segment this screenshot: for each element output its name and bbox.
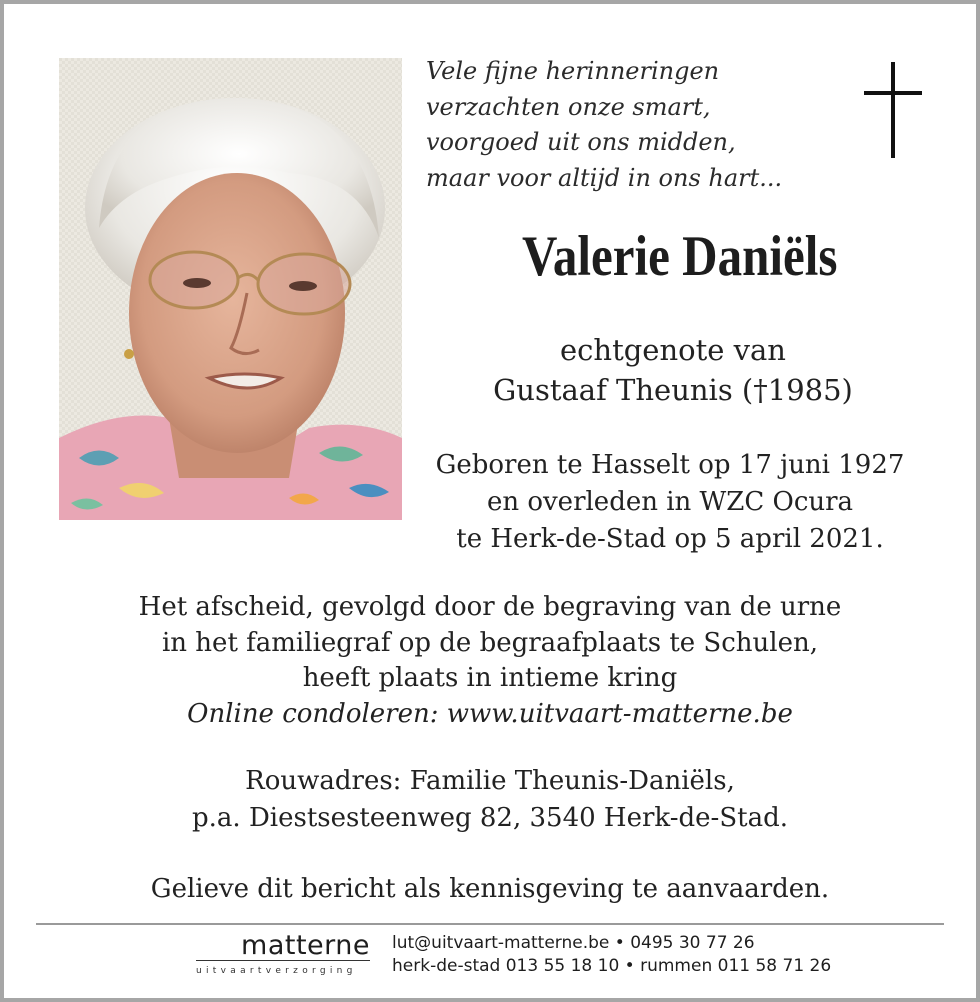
death-line: en overleden in WZC Ocura xyxy=(486,487,854,517)
online-condolence-link[interactable]: Online condoleren: www.uitvaart-matterne.be xyxy=(187,698,793,729)
latin-cross-icon xyxy=(864,62,922,158)
death-place-line: te Herk-de-Stad op 5 april 2021. xyxy=(456,524,884,554)
mourning-address xyxy=(40,763,940,837)
spouse-info xyxy=(440,330,906,410)
ceremony-line: in het familiegraf op de begraafplaats te Schulen, xyxy=(161,627,819,658)
address-line: p.a. Diestsesteenweg 82, 3540 Herk-de-Stad. xyxy=(192,803,788,833)
contact-email-phone[interactable]: lut@uitvaart-matterne.be • 0495 30 77 26 xyxy=(392,933,755,953)
matterne-logo: matterne xyxy=(241,930,370,961)
poem xyxy=(426,54,846,196)
poem-line: verzachten onze smart, xyxy=(426,92,711,121)
contact-phones[interactable]: herk-de-stad 013 55 18 10 • rummen 011 58 71 26 xyxy=(392,956,832,976)
footer-divider xyxy=(36,923,944,925)
poem-line: voorgoed uit ons midden, xyxy=(426,128,736,156)
birth-death-info xyxy=(410,447,930,558)
logo-underline xyxy=(196,960,370,961)
portrait-photo xyxy=(59,58,402,520)
poem-line: maar voor altijd in ons hart... xyxy=(426,163,783,192)
ceremony-line: heeft plaats in intieme kring xyxy=(302,663,678,693)
birth-line: Geboren te Hasselt op 17 juni 1927 xyxy=(435,450,905,480)
deceased-name: Valerie Daniëls xyxy=(522,225,838,288)
ceremony-line: Het afscheid, gevolgd door de begraving van de urne xyxy=(138,592,842,622)
logo-tagline: uitvaartverzorging xyxy=(196,966,357,976)
address-line: Rouwadres: Familie Theunis-Daniëls, xyxy=(245,766,735,796)
poem-line: Vele fijne herinneringen xyxy=(426,57,720,85)
notice-text: Gelieve dit bericht als kennisgeving te aanvaarden. xyxy=(150,874,830,904)
ceremony-info xyxy=(40,590,940,732)
spouse-name: Gustaaf Theunis (†1985) xyxy=(493,373,853,407)
spouse-relation: echtgenote van xyxy=(560,333,786,367)
contact-info xyxy=(392,932,832,978)
